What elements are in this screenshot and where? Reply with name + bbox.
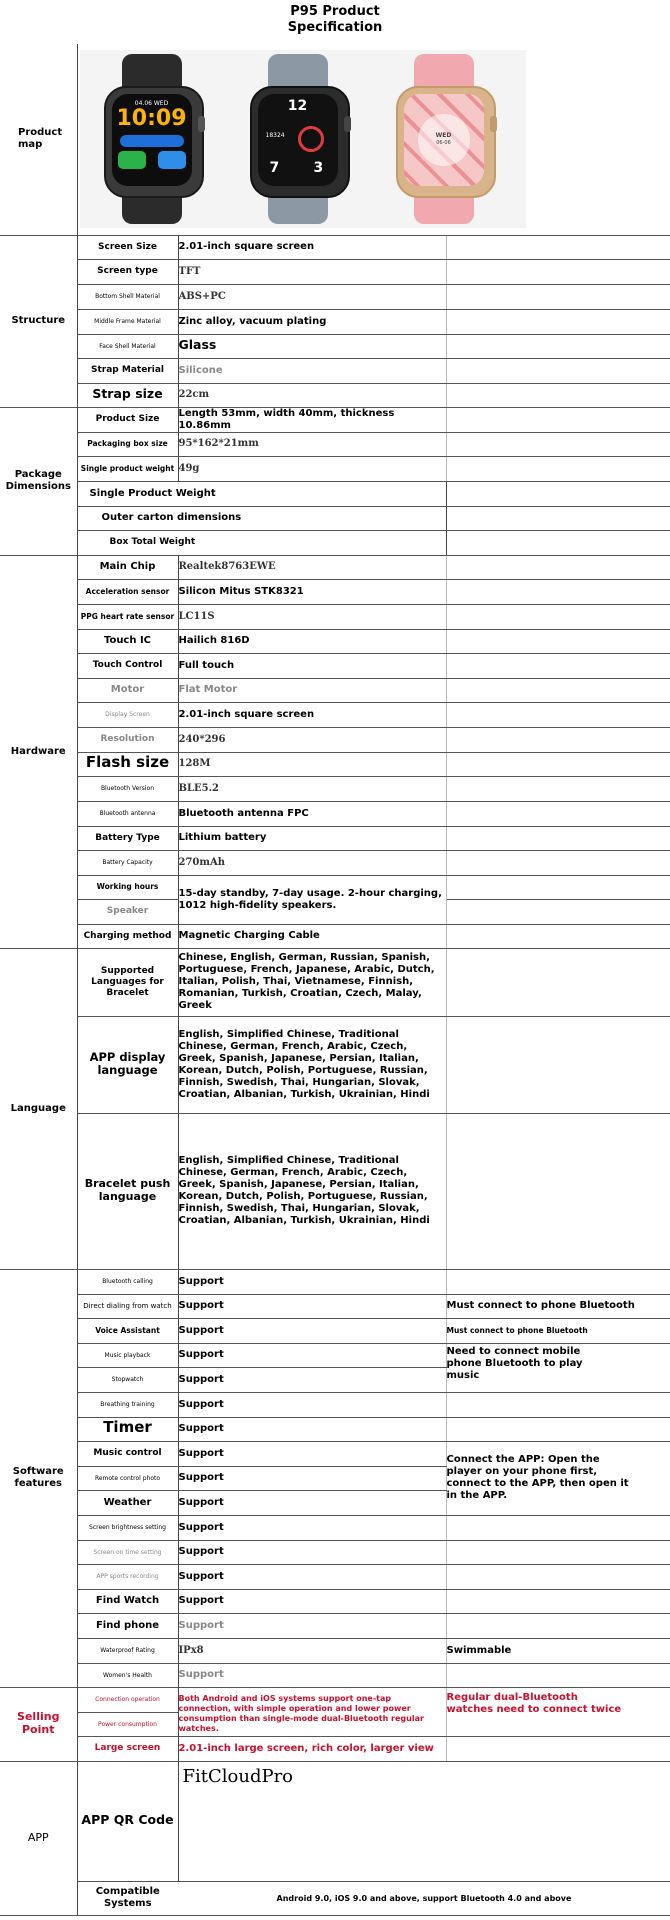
spec-note: Swimmable <box>446 1638 670 1663</box>
software-row <box>0 1564 670 1589</box>
spec-label: Product Size <box>77 407 178 432</box>
selling-label: Selling Point <box>17 1710 60 1736</box>
spec-value: 2.01-inch square screen <box>178 702 446 727</box>
spec-label: Women's Health <box>103 1671 152 1679</box>
software-row <box>0 1441 670 1466</box>
software-row <box>0 1392 670 1417</box>
spec-label: Screen type <box>77 259 178 284</box>
spec-value: Support <box>178 1540 446 1564</box>
product-map-label: Product map <box>0 44 77 235</box>
watch-time: 10:09 <box>116 106 187 132</box>
hardware-row <box>0 678 670 702</box>
language-label: Language <box>0 948 77 1269</box>
spec-note: Must connect to phone Bluetooth <box>446 1294 670 1318</box>
spec-label: Working hours <box>96 882 159 891</box>
software-row <box>0 1417 670 1441</box>
software-row <box>0 1589 670 1613</box>
spec-label: Bluetooth antenna <box>99 810 156 817</box>
spec-label: Supported Languages for Bracelet <box>77 948 178 1016</box>
spec-value: Support <box>178 1294 446 1318</box>
spec-label: Touch Control <box>77 653 178 678</box>
spec-value: Support <box>178 1392 446 1417</box>
spec-value: 240*296 <box>178 727 446 752</box>
spec-note <box>446 1269 670 1294</box>
page-title: P95 Product Specification <box>287 4 383 35</box>
spec-label: Face Shell Material <box>99 342 156 350</box>
spec-label: Bluetooth Version <box>100 785 155 792</box>
app-label: APP <box>0 1761 77 1915</box>
hardware-row <box>0 653 670 678</box>
spec-value: 49g <box>178 456 446 481</box>
pink-watch-image <box>384 54 514 224</box>
structure-row <box>0 309 670 334</box>
hardware-row <box>0 801 670 826</box>
spec-label: Main Chip <box>99 561 156 572</box>
package-row <box>0 407 670 432</box>
spec-value: 2.01-inch large screen, rich color, larger view <box>178 1736 446 1761</box>
spec-label: Bracelet push language <box>84 1177 171 1203</box>
spec-value: Support <box>178 1441 446 1466</box>
software-row <box>0 1663 670 1687</box>
structure-row <box>0 284 670 309</box>
spec-label: Connection operation <box>95 1696 160 1703</box>
spec-note <box>446 1540 670 1564</box>
hardware-row <box>0 850 670 875</box>
spec-value: Flat Motor <box>178 678 446 702</box>
spec-note <box>446 1417 670 1441</box>
spec-value: LC11S <box>178 604 446 629</box>
spec-label: Flash size <box>85 753 170 771</box>
spec-value: Glass <box>178 337 217 352</box>
spec-label: Bottom Shell Material <box>95 293 160 300</box>
spec-label: Outer carton dimensions <box>101 512 242 523</box>
spec-value: ABS+PC <box>178 284 446 309</box>
spec-note <box>446 1564 670 1589</box>
language-row <box>0 1113 670 1269</box>
app-name: FitCloudPro <box>182 1765 294 1787</box>
software-row <box>0 1318 670 1343</box>
spec-value: Both Android and iOS systems support one-tap connection, with simple operation and lower power consumption than single-mode dual-Bluetooth regular watches. <box>178 1693 424 1733</box>
spec-value: 15-day standby, 7-day usage. 2-hour charging, 1012 high-fidelity speakers. <box>178 875 446 924</box>
spec-note: Need to connect mobile phone Bluetooth to play music <box>446 1345 583 1381</box>
hardware-row <box>0 776 670 801</box>
spec-label: Battery Type <box>77 826 178 850</box>
app-qr-cell <box>178 1761 670 1881</box>
spec-label: Motor <box>110 684 145 695</box>
spec-note: Regular dual-Bluetooth watches need to connect twice <box>446 1691 622 1715</box>
spec-label: Acceleration sensor <box>85 586 170 596</box>
spec-label: APP sports recording <box>96 1573 159 1580</box>
spec-value: Realtek8763EWE <box>178 555 446 579</box>
spec-label: Strap Material <box>77 358 178 383</box>
spec-value: Support <box>178 1367 446 1392</box>
spec-label: Speaker <box>77 899 178 924</box>
hardware-row <box>0 826 670 850</box>
spec-label: Box Total Weight <box>77 530 446 555</box>
watch-steps: 18324 <box>265 132 285 140</box>
hardware-row <box>0 727 670 752</box>
spec-label: Resolution <box>77 727 178 752</box>
spec-label: APP QR Code <box>81 1812 174 1827</box>
spec-label: Display Screen <box>105 711 150 718</box>
spec-value: Support <box>178 1564 446 1589</box>
spec-label: Timer <box>103 1418 152 1436</box>
spec-label: Music control <box>77 1441 178 1466</box>
spec-value: Silicon Mitus STK8321 <box>178 579 446 604</box>
spec-label: Middle Frame Material <box>94 318 161 325</box>
spec-label: Single Product Weight <box>89 487 216 499</box>
watch-date: 04.06 WED <box>134 100 169 108</box>
spec-label: Screen Size <box>77 235 178 259</box>
package-row <box>0 456 670 481</box>
spec-label: Large screen <box>77 1736 178 1761</box>
spec-label: Bluetooth calling <box>102 1278 153 1285</box>
package-row <box>0 432 670 456</box>
spec-value: Lithium battery <box>178 826 446 850</box>
spec-value: Support <box>178 1466 446 1490</box>
spec-value: Support <box>178 1613 446 1638</box>
spec-value: TFT <box>178 259 446 284</box>
spec-label: Breathing training <box>100 1401 155 1408</box>
package-row <box>0 530 670 555</box>
spec-value: Zinc alloy, vacuum plating <box>178 309 446 334</box>
spec-value: Bluetooth antenna FPC <box>178 801 446 826</box>
structure-row <box>0 383 670 407</box>
spec-value: Support <box>178 1589 446 1613</box>
software-row <box>0 1638 670 1663</box>
spec-label: Remote control photo <box>94 1474 161 1482</box>
hardware-row <box>0 752 670 776</box>
spec-label: Waterproof Rating <box>100 1647 155 1654</box>
spec-value: 22cm <box>178 383 446 407</box>
structure-row <box>0 259 670 284</box>
spec-value: Full touch <box>178 653 446 678</box>
spec-value: Support <box>178 1515 446 1540</box>
spec-label: Strap size <box>92 386 163 401</box>
language-row <box>0 948 670 1016</box>
black-watch-image <box>92 54 222 224</box>
product-map-row <box>0 44 670 235</box>
spec-label: Power consumption <box>98 1720 157 1728</box>
spec-label: Charging method <box>77 924 178 948</box>
spec-label: Touch IC <box>103 635 152 646</box>
compat-value: Android 9.0, iOS 9.0 and above, support Bluetooth 4.0 and above <box>178 1881 670 1915</box>
hardware-row <box>0 924 670 948</box>
spec-value: Support <box>178 1490 446 1515</box>
spec-value: Support <box>178 1417 446 1441</box>
structure-row <box>0 334 670 358</box>
spec-value: Magnetic Charging Cable <box>178 924 446 948</box>
hardware-row <box>0 555 670 579</box>
software-row <box>0 1269 670 1294</box>
spec-label: Screen brightness setting <box>89 1524 166 1531</box>
spec-value: Support <box>178 1343 446 1367</box>
spec-label: Voice Assistant <box>95 1325 160 1335</box>
spec-value: English, Simplified Chinese, Traditional Chinese, German, French, Arabic, Czech, Greek, Spanish, Japanese, Persian, Italian, Korean, Dutch, Polish, Portuguese, Russian, Finnish, Swedish, Thai, Hungarian, Slovak, Croatian, Albanian, Turkish, Ukrainian, Hindi <box>178 1016 446 1113</box>
spec-note <box>446 1589 670 1613</box>
spec-label: Find phone <box>95 1619 160 1631</box>
spec-label: Battery Capacity <box>102 859 153 866</box>
selling-row <box>0 1687 670 1712</box>
spec-value: Length 53mm, width 40mm, thickness 10.86mm <box>178 407 446 432</box>
spec-value: 2.01-inch square screen <box>178 235 446 259</box>
spec-value: 128M <box>178 752 446 776</box>
spec-label: Screen on time setting <box>93 1548 162 1556</box>
package-label: Package Dimensions <box>0 407 77 555</box>
spec-label: Stopwatch <box>111 1376 144 1383</box>
package-row <box>0 506 670 530</box>
spec-note <box>446 1515 670 1540</box>
spec-value: 270mAh <box>178 850 446 875</box>
software-label: Software features <box>0 1269 77 1687</box>
spec-note: Connect the APP: Open the player on your phone first, connect to the APP, then open it in the APP. <box>446 1454 629 1501</box>
spec-value: 95*162*21mm <box>178 432 446 456</box>
spec-value: Silicone <box>178 358 446 383</box>
software-row <box>0 1343 670 1367</box>
spec-label: Compatible Systems <box>95 1886 160 1909</box>
app-row <box>0 1761 670 1881</box>
app-row <box>0 1881 670 1915</box>
hardware-label: Hardware <box>0 555 77 948</box>
spec-value: Chinese, English, German, Russian, Spanish, Portuguese, French, Japanese, Arabic, Dutch, Italian, Polish, Thai, Vietnamese, Finnish, Romanian, Turkish, Croatian, Czech, Malay, Greek <box>178 948 446 1016</box>
spec-value: Support <box>178 1663 446 1687</box>
package-row <box>0 481 670 506</box>
spec-label: Weather <box>103 1496 152 1508</box>
product-image <box>80 50 526 228</box>
selling-row <box>0 1736 670 1761</box>
spec-value: Support <box>178 1269 446 1294</box>
product-image-cell <box>77 44 670 235</box>
software-row <box>0 1515 670 1540</box>
grey-watch-image: 12 18324 7 3 <box>238 54 368 224</box>
spec-value: English, Simplified Chinese, Traditional Chinese, German, French, Arabic, Czech, Greek, Spanish, Japanese, Persian, Italian, Korean, Dutch, Polish, Portuguese, Russian, Finnish, Swedish, Thai, Hungarian, Slovak, Croatian, Albanian, Turkish, Ukrainian, Hindi <box>178 1113 446 1269</box>
spec-note <box>446 1392 670 1417</box>
watch-day: WED <box>435 132 452 140</box>
spec-label: Single product weight <box>80 463 175 473</box>
spec-note <box>446 1613 670 1638</box>
software-row <box>0 1294 670 1318</box>
watch-day-date: 06-06 <box>436 140 451 147</box>
spec-value: IPx8 <box>178 1638 446 1663</box>
hardware-row <box>0 579 670 604</box>
structure-label: Structure <box>0 235 77 407</box>
spec-value: Support <box>178 1318 446 1343</box>
hardware-row <box>0 629 670 653</box>
software-row <box>0 1540 670 1564</box>
spec-label: Direct dialing from watch <box>83 1301 172 1310</box>
spec-label: PPG heart rate sensor <box>80 611 175 621</box>
structure-row <box>0 358 670 383</box>
language-row <box>0 1016 670 1113</box>
hardware-row <box>0 875 670 899</box>
spec-label: Find Watch <box>95 1595 160 1606</box>
spec-note <box>446 1663 670 1687</box>
spec-value: Hailich 816D <box>178 629 446 653</box>
spec-note: Must connect to phone Bluetooth <box>446 1325 588 1335</box>
spec-table <box>0 44 670 1916</box>
spec-label: Music playback <box>104 1351 151 1359</box>
spec-value: BLE5.2 <box>178 776 446 801</box>
spec-label: Packaging box size <box>87 439 168 448</box>
hardware-row <box>0 702 670 727</box>
spec-label: APP display language <box>89 1049 166 1077</box>
hardware-row <box>0 604 670 629</box>
structure-row <box>0 235 670 259</box>
software-row <box>0 1613 670 1638</box>
